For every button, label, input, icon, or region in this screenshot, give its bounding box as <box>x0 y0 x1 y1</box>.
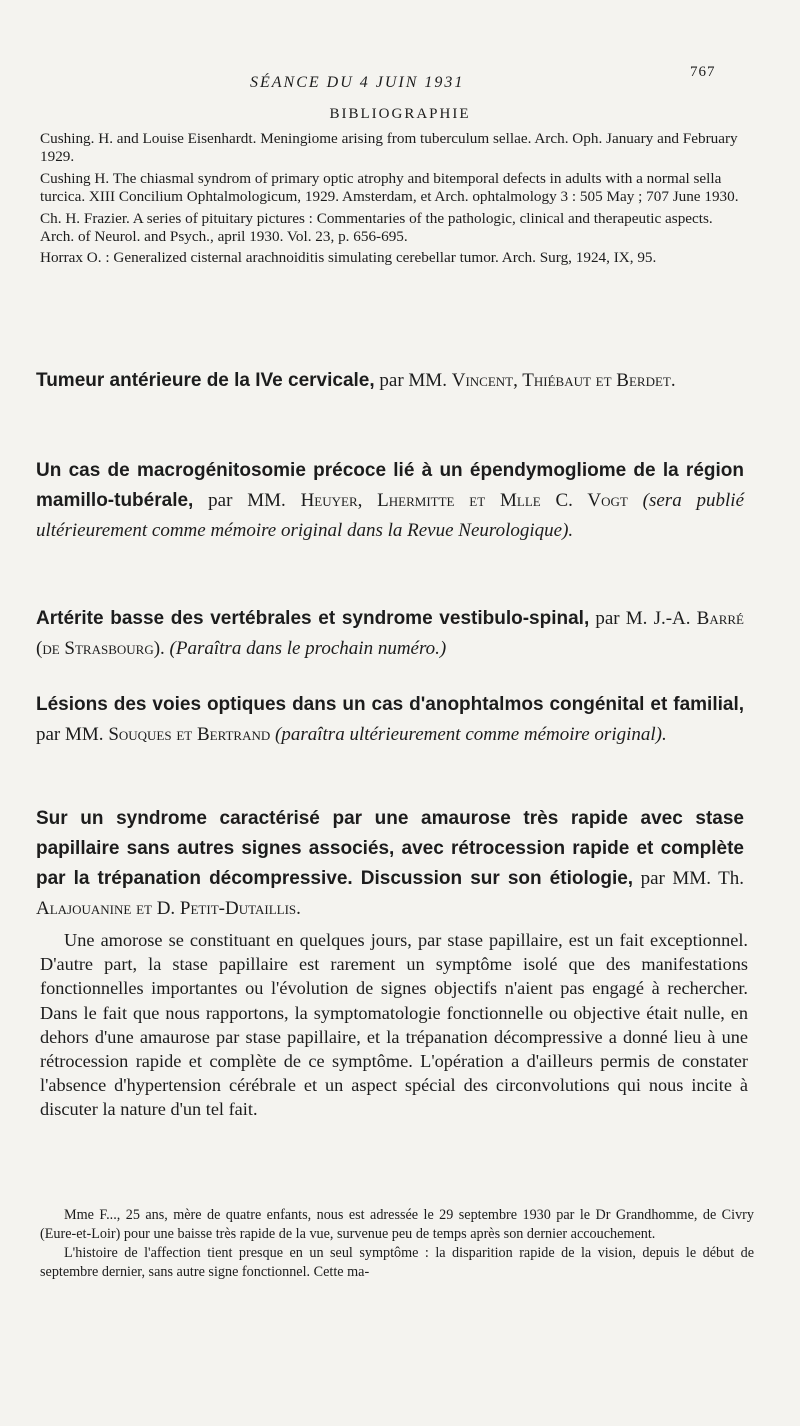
page-header <box>0 64 800 94</box>
communication-by: par MM. <box>193 490 301 511</box>
article-body <box>40 928 748 1122</box>
case-paragraph: L'histoire de l'affection tient presque en un seul symptôme : la disparition rapide de la vision, depuis le début de septembre dernier, sans autre signe fonctionnel. Cette ma- <box>40 1245 754 1280</box>
communication-by: par M. <box>589 608 654 629</box>
communication-title: Tumeur antérieure de la IVe cervicale, <box>36 370 375 391</box>
communication-heading <box>36 690 744 750</box>
communication-note: (sera publié ultérieurement comme mémoire original dans la Revue Neurologique). <box>36 490 744 541</box>
communication-heading <box>36 366 744 396</box>
body-paragraph: Une amorose se constituant en quelques jours, par stase papillaire, est un fait exceptionnel. D'autre part, la stase papillaire est rarement un symptôme isolé que des manifestations fonctionnelles importantes ou l'évolution de signes objectifs n'aient pas engagé à rechercher. Dans le fait que nous rapportons, la symptomatologie fonctionnelle ou objective était nulle, en dehors d'une amaurose par stase papillaire, et la trépanation décompressive a donné lieu à une rétrocession rapide et complète de ce symptôme. L'opération a d'ailleurs permis de constater l'absence d'hypertension cérébrale et un aspect spécial des circonvolutions qui nous incite à discuter la nature d'un tel fait. <box>40 930 748 1120</box>
communication-by: par MM. <box>374 370 452 391</box>
communication-authors: Heuyer, Lhermitte et Mlle C. Vogt <box>300 490 628 511</box>
communication-title: Lésions des voies optiques dans un cas d'anophtalmos congénital et familial, <box>36 694 744 715</box>
bibliography-title: BIBLIOGRAPHIE <box>329 106 471 122</box>
communication-by: par MM. Th. <box>633 868 745 889</box>
communication-authors: J.-A. Barré (de Strasbourg). <box>36 608 744 659</box>
communication-authors: Vincent, Thiébaut et Berdet. <box>451 370 676 391</box>
communication-title: Artérite basse des vertébrales et syndrome vestibulo-spinal, <box>36 608 590 629</box>
bibliography-list <box>40 130 746 271</box>
communication-title: Un cas de macrogénitosomie précoce lié à un épendymogliome de la région mamillo-tubérale, <box>36 460 744 511</box>
bibliography-entry: Cushing H. The chiasmal syndrom of primary optic atrophy and bitemporal defects in adults with a normal sella turcica. XIII Concilium Ophtalmologicum, 1929. Amsterdam, et Arch. ophtalmology 3 : 505 May ; 707 June 1930. <box>40 169 739 206</box>
communication-by: par MM. <box>36 724 109 745</box>
communication-authors: Souques et Bertrand <box>108 724 271 745</box>
communication-heading <box>36 604 744 664</box>
communication-authors: Alajouanine et D. Petit-Dutaillis. <box>36 898 301 919</box>
communication-title: Sur un syndrome caractérisé par une amaurose très rapide avec stase papillaire sans autres signes associés, avec rétrocession rapide et complète par la trépanation décompressive. Discussion sur son étiologie, <box>36 808 744 889</box>
communication-note: (Paraîtra dans le prochain numéro.) <box>164 638 447 659</box>
communication-note: (paraîtra ultérieurement comme mémoire original). <box>270 724 667 745</box>
bibliography-entry: Cushing. H. and Louise Eisenhardt. Meningiome arising from tuberculum sellae. Arch. Oph. January and February 1929. <box>40 130 738 166</box>
communication-heading <box>36 804 744 924</box>
running-head: SÉANCE DU 4 JUIN 1931 <box>250 74 465 91</box>
communication-heading <box>36 456 744 546</box>
case-report <box>40 1206 754 1282</box>
page-number: 767 <box>690 64 716 80</box>
bibliography-entry: Ch. H. Frazier. A series of pituitary pictures : Commentaries of the pathologic, clinical and therapeutic aspects. Arch. of Neurol. and Psych., april 1930. Vol. 23, p. 656-695. <box>40 209 713 246</box>
case-paragraph: Mme F..., 25 ans, mère de quatre enfants, nous est adressée le 29 septembre 1930 par le Dr Grandhomme, de Civry (Eure-et-Loir) pour une baisse très rapide de la vue, survenue peu de temps après son dernier accouchement. <box>40 1207 754 1242</box>
bibliography-entry: Horrax O. : Generalized cisternal arachnoiditis simulating cerebellar tumor. Arch. Surg, 1924, IX, 95. <box>40 249 657 267</box>
